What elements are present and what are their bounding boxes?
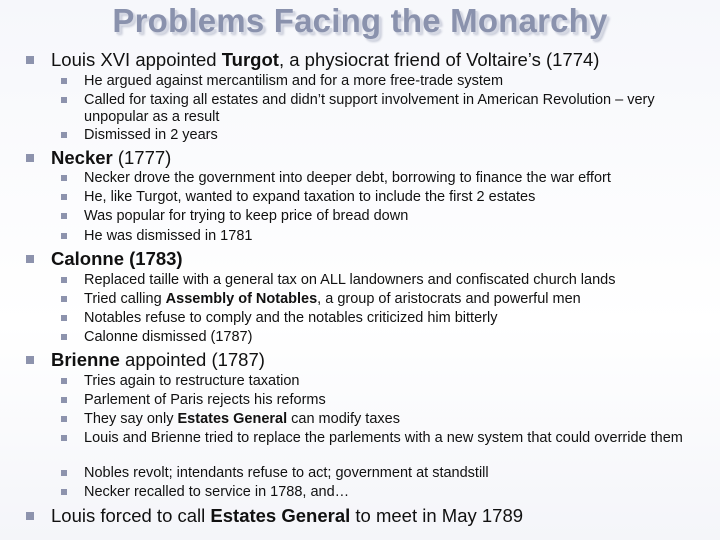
square-bullet-icon [61,175,67,181]
sub-bullet: Necker recalled to service in 1788, and… [84,484,714,501]
square-bullet-icon [61,470,67,476]
sub-bullet: Nobles revolt; intendants refuse to act; government at standstill [84,465,714,482]
square-bullet-icon [61,315,67,321]
sub-bullet: Louis and Brienne tried to replace the parlements with a new system that could override them [84,430,714,447]
square-bullet-icon [26,356,34,364]
square-bullet-icon [26,255,34,263]
sub-bullet: Parlement of Paris rejects his reforms [84,392,714,409]
square-bullet-icon [61,334,67,340]
square-bullet-icon [26,512,34,520]
square-bullet-icon [61,213,67,219]
square-bullet-icon [61,78,67,84]
square-bullet-icon [61,378,67,384]
sub-bullet: Tried calling Assembly of Notables, a group of aristocrats and powerful men [84,291,714,308]
estates-general: Estates General [177,411,288,427]
sub-bullet: Notables refuse to comply and the notables criticized him bitterly [84,310,714,327]
square-bullet-icon [26,56,34,64]
square-bullet-icon [61,194,67,200]
sub-bullet: Calonne dismissed (1787) [84,329,714,346]
sub-bullet: He argued against mercantilism and for a more free-trade system [84,73,714,90]
assembly-of-notables: Assembly of Notables [165,291,318,307]
bullet-calonne [51,249,183,269]
square-bullet-icon [61,397,67,403]
sub-bullet: They say only Estates General can modify taxes [84,411,714,428]
square-bullet-icon [61,435,67,441]
square-bullet-icon [61,416,67,422]
bullet-brienne: Brienne appointed (1787) [51,350,265,370]
sub-bullet: Replaced taille with a general tax on ALL landowners and confiscated church lands [84,272,714,289]
bullet-necker: Necker (1777) [51,148,171,168]
sub-bullet: He, like Turgot, wanted to expand taxation to include the first 2 estates [84,189,714,206]
sub-bullet: Tries again to restructure taxation [84,373,714,390]
bullet-turgot: Louis XVI appointed Turgot, a physiocrat friend of Voltaire’s (1774) [51,50,599,70]
square-bullet-icon [61,277,67,283]
estates-general-heading: Estates General [210,505,351,526]
bullet-estates-general: Louis forced to call Estates General to meet in May 1789 [51,506,523,526]
turgot-name: Turgot [221,49,279,70]
square-bullet-icon [26,154,34,162]
square-bullet-icon [61,489,67,495]
sub-bullet: Necker drove the government into deeper debt, borrowing to finance the war effort [84,170,714,187]
necker-name: Necker [51,147,113,168]
brienne-name: Brienne [51,349,120,370]
calonne-heading: Calonne (1783) [51,248,183,269]
sub-bullet: Dismissed in 2 years [84,127,714,144]
square-bullet-icon [61,97,67,103]
sub-bullet: Was popular for trying to keep price of bread down [84,208,714,225]
sub-bullet: He was dismissed in 1781 [84,228,714,245]
slide-title: Problems Facing the Monarchy [112,2,608,39]
sub-bullet: Called for taxing all estates and didn’t support involvement in American Revolution – very unpopular as a result [84,92,714,125]
square-bullet-icon [61,296,67,302]
square-bullet-icon [61,233,67,239]
square-bullet-icon [61,132,67,138]
